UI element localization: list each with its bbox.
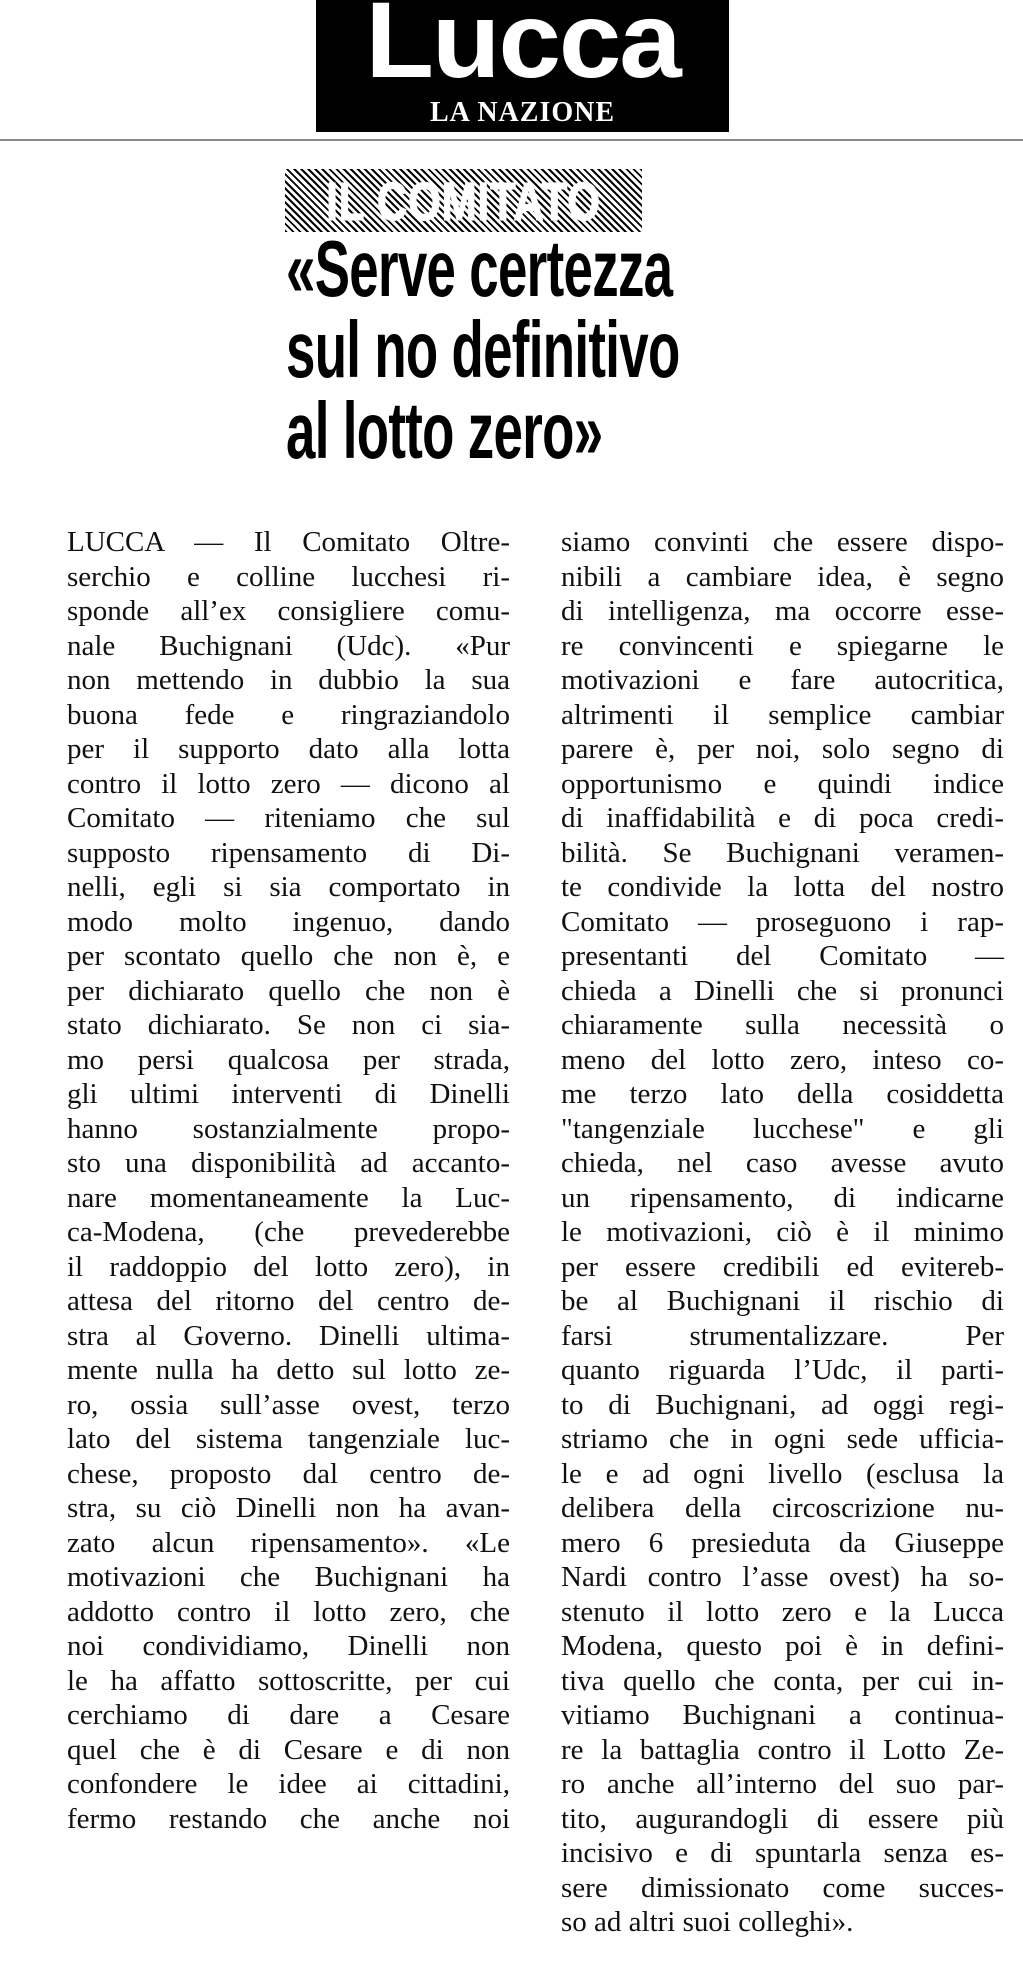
- text-line: di inaffidabilità e di poca credi-: [561, 802, 1004, 834]
- text-line: meno del lotto zero, inteso co-: [561, 1043, 1004, 1076]
- text-line: ca-Modena, (che prevederebbe: [67, 1216, 510, 1248]
- text-line: mente nulla ha detto sul lotto ze-: [67, 1354, 510, 1386]
- text-line: mero 6 presieduta da Giuseppe: [561, 1526, 1004, 1559]
- text-line: motivazioni che Buchignani ha: [67, 1561, 510, 1593]
- kicker-label: IL COMITATO: [326, 172, 601, 232]
- masthead-subtitle: LA NAZIONE: [429, 97, 616, 128]
- text-line: opportunismo e quindi indice: [561, 767, 1004, 800]
- text-line: addotto contro il lotto zero, che: [67, 1595, 510, 1628]
- text-line: nibili a cambiare idea, è segno: [561, 560, 1004, 593]
- text-line: gli ultimi interventi di Dinelli: [67, 1078, 510, 1110]
- text-line: buona fede e ringraziandolo: [67, 698, 510, 731]
- text-line: le ha affatto sottoscritte, per cui: [67, 1664, 510, 1697]
- text-line: confondere le idee ai cittadini,: [67, 1768, 510, 1800]
- text-line: le motivazioni, ciò è il minimo: [561, 1216, 1004, 1248]
- headline-line: sul no definitivo: [286, 305, 680, 394]
- text-line: supposto ripensamento di Di-: [67, 836, 510, 869]
- text-line: zato alcun ripensamento». «Le: [67, 1526, 510, 1559]
- text-line: per il supporto dato alla lotta: [67, 733, 510, 765]
- text-line: te condivide la lotta del nostro: [561, 871, 1004, 903]
- text-line: hanno sostanzialmente propo-: [67, 1112, 510, 1145]
- text-line: presentanti del Comitato —: [561, 940, 1004, 972]
- text-line: cerchiamo di dare a Cesare: [67, 1699, 510, 1731]
- text-line: Comitato — riteniamo che sul: [67, 802, 510, 834]
- text-line: re convincenti e spiegarne le: [561, 629, 1004, 662]
- text-line: tito, augurandogli di essere più: [561, 1802, 1004, 1835]
- section-kicker: [285, 169, 642, 232]
- text-line: attesa del ritorno del centro de-: [67, 1285, 510, 1317]
- text-line: Nardi contro l’asse ovest) ha so-: [561, 1561, 1004, 1593]
- text-line: sponde all’ex consigliere comu-: [67, 595, 510, 627]
- text-line: Modena, questo poi è in defini-: [561, 1630, 1004, 1662]
- text-line: le e ad ogni livello (esclusa la: [561, 1457, 1004, 1490]
- text-line: sere dimissionato come succes-: [561, 1871, 1004, 1904]
- text-line: Comitato — proseguono i rap-: [561, 905, 1004, 938]
- headline-line: al lotto zero»: [286, 386, 603, 475]
- text-line: quanto riguarda l’Udc, il parti-: [561, 1354, 1004, 1386]
- text-line: incisivo e di spuntarla senza es-: [561, 1837, 1004, 1869]
- text-line: be al Buchignani il rischio di: [561, 1285, 1004, 1317]
- text-line: sto una disponibilità ad accanto-: [67, 1147, 510, 1179]
- text-line: striamo che in ogni sede ufficia-: [561, 1423, 1004, 1455]
- text-line: siamo convinti che essere dispo-: [561, 526, 1004, 558]
- text-line: noi condividiamo, Dinelli non: [67, 1630, 510, 1662]
- text-line: non mettendo in dubbio la sua: [67, 664, 510, 696]
- text-line: il raddoppio del lotto zero), in: [67, 1250, 510, 1283]
- text-line: farsi strumentalizzare. Per: [561, 1319, 1004, 1352]
- text-line: per scontato quello che non è, e: [67, 940, 510, 972]
- article-column-left: [67, 525, 510, 1836]
- text-line: chieda a Dinelli che si pronunci: [561, 974, 1004, 1007]
- text-line: serchio e colline lucchesi ri-: [67, 560, 510, 593]
- masthead-title: Lucca: [365, 0, 680, 100]
- text-line: lato del sistema tangenziale luc-: [67, 1423, 510, 1455]
- masthead-logo: [316, 0, 729, 132]
- text-line: bilità. Se Buchignani veramen-: [561, 836, 1004, 869]
- text-line: parere è, per noi, solo segno di: [561, 733, 1004, 765]
- text-line: altrimenti il semplice cambiar: [561, 698, 1004, 731]
- text-line: stra, su ciò Dinelli non ha avan-: [67, 1492, 510, 1524]
- text-line: fermo restando che anche noi: [67, 1802, 510, 1835]
- text-line: delibera della circoscrizione nu-: [561, 1492, 1004, 1524]
- text-line: chiaramente sulla necessità o: [561, 1009, 1004, 1041]
- text-line: "tangenziale lucchese" e gli: [561, 1112, 1004, 1145]
- text-line: ro, ossia sull’asse ovest, terzo: [67, 1388, 510, 1421]
- text-line: un ripensamento, di indicarne: [561, 1181, 1004, 1214]
- text-line: re la battaglia contro il Lotto Ze-: [561, 1733, 1004, 1766]
- headline-line: «Serve certezza: [286, 224, 673, 313]
- header-divider: [0, 139, 1023, 141]
- text-line: per dichiarato quello che non è: [67, 974, 510, 1007]
- text-line: chieda, nel caso avesse avuto: [561, 1147, 1004, 1179]
- text-line: contro il lotto zero — dicono al: [67, 767, 510, 800]
- article-column-right: [561, 525, 1004, 1940]
- article-headline: [286, 224, 882, 475]
- text-line: motivazioni e fare autocritica,: [561, 664, 1004, 696]
- text-line: stra al Governo. Dinelli ultima-: [67, 1319, 510, 1352]
- text-line: nelli, egli si sia comportato in: [67, 871, 510, 903]
- text-line: ro anche all’interno del suo par-: [561, 1768, 1004, 1800]
- text-line: nare momentaneamente la Luc-: [67, 1181, 510, 1214]
- text-line: di intelligenza, ma occorre esse-: [561, 595, 1004, 627]
- text-line: vitiamo Buchignani a continua-: [561, 1699, 1004, 1731]
- text-line: per essere credibili ed evitereb-: [561, 1250, 1004, 1283]
- text-line: mo persi qualcosa per strada,: [67, 1043, 510, 1076]
- text-line: LUCCA — Il Comitato Oltre-: [67, 526, 510, 558]
- text-line: stenuto il lotto zero e la Lucca: [561, 1595, 1004, 1628]
- text-line: me terzo lato della cosiddetta: [561, 1078, 1004, 1110]
- text-line: so ad altri suoi colleghi».: [561, 1906, 854, 1938]
- text-line: quel che è di Cesare e di non: [67, 1733, 510, 1766]
- text-line: nale Buchignani (Udc). «Pur: [67, 629, 510, 662]
- text-line: chese, proposto dal centro de-: [67, 1457, 510, 1490]
- text-line: to di Buchignani, ad oggi regi-: [561, 1388, 1004, 1421]
- text-line: stato dichiarato. Se non ci sia-: [67, 1009, 510, 1041]
- text-line: modo molto ingenuo, dando: [67, 905, 510, 938]
- text-line: tiva quello che conta, per cui in-: [561, 1664, 1004, 1697]
